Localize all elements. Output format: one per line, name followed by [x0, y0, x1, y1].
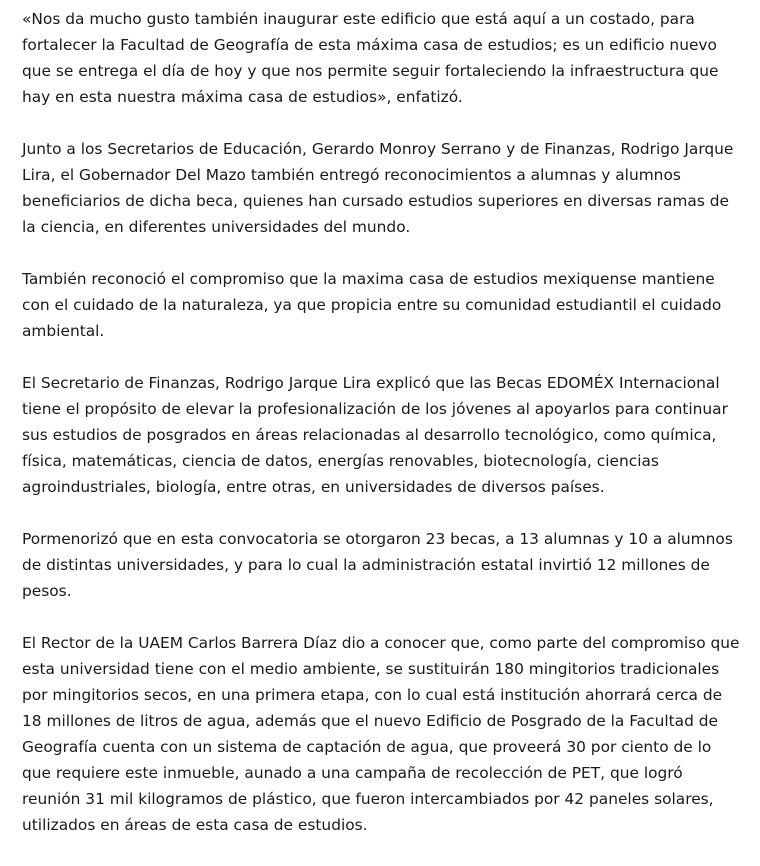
paragraph-rector-uaem: El Rector de la UAEM Carlos Barrera Díaz dio a conocer que, como parte del compromiso que esta universidad tiene con el medio ambiente, se sustituirán 180 mingitorios tradicionales por mingitorios secos, en una primera etapa, con lo cual está institución ahorrará cerca de 18 millones de litros de agua, además que el nuevo Edificio de Posgrado de la Facultad de Geografía cuenta con un sistema de captación de agua, que proveerá 30 por ciento de lo que requiere este inmueble, aunado a una campaña de recolección de PET, que logró reunión 31 mil kilogramos de plástico, que fueron intercambiados por 42 paneles solares, utilizados en áreas de esta casa de estudios. — [22, 634, 740, 834]
paragraph-environment-commitment: También reconoció el compromiso que la maxima casa de estudios mexiquense mantiene con el cuidado de la naturaleza, ya que propicia entre su comunidad estudiantil el cuidado ambiental. — [22, 270, 722, 340]
paragraph-recognitions: Junto a los Secretarios de Educación, Gerardo Monroy Serrano y de Finanzas, Rodrigo Jarque Lira, el Gobernador Del Mazo también entregó reconocimientos a alumnas y alumnos beneficiarios de dicha beca, quienes han cursado estudios superiores en diversas ramas de la ciencia, en diferentes universidades del mundo. — [22, 140, 734, 236]
paragraph-becas-detail: Pormenorizó que en esta convocatoria se otorgaron 23 becas, a 13 alumnas y 10 a alumnos de distintas universidades, y para lo cual la administración estatal invirtió 12 millones de pesos. — [22, 530, 733, 600]
paragraph-becas-edomex: El Secretario de Finanzas, Rodrigo Jarque Lira explicó que las Becas EDOMÉX Internacional tiene el propósito de elevar la profesionalización de los jóvenes al apoyarlos para continuar sus estudios de posgrados en áreas relacionadas al desarrollo tecnológico, como química, física, matemáticas, ciencia de datos, energías renovables, biotecnología, ciencias agroindustriales, biología, entre otras, en universidades de diversos países. — [22, 374, 728, 496]
paragraph-quote-inauguration: «Nos da mucho gusto también inaugurar este edificio que está aquí a un costado, para fortalecer la Facultad de Geografía de esta máxima casa de estudios; es un edificio nuevo que se entrega el día de hoy y que nos permite seguir fortaleciendo la infraestructura que hay en esta nuestra máxima casa de estudios», enfatizó. — [22, 10, 719, 106]
